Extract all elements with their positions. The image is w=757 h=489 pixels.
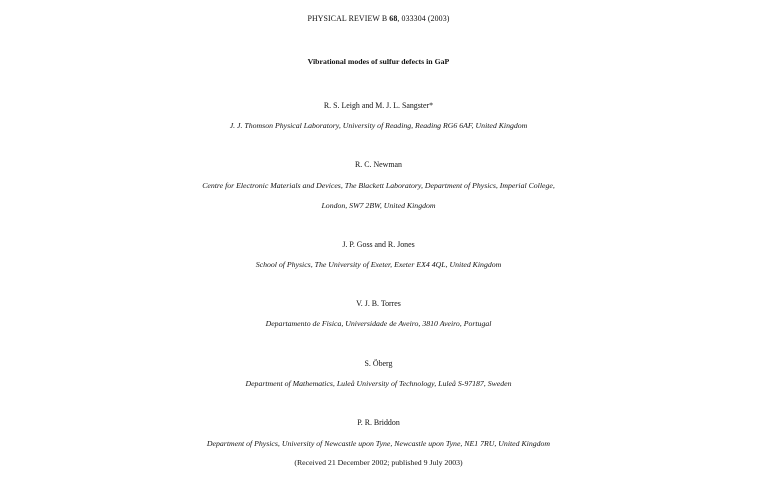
affiliation-5-line-1: Department of Mathematics, Luleå University of Technology, Luleå S-97187, Sweden <box>245 379 512 388</box>
author-names-4: V. J. B. Torres <box>356 299 401 308</box>
author-names-1: R. S. Leigh and M. J. L. Sangster* <box>323 101 434 110</box>
author-names-5: S. Öberg <box>364 359 393 368</box>
journal-name: PHYSICAL REVIEW B <box>307 14 388 23</box>
journal-citation <box>0 14 757 23</box>
affiliation-2-line-1: Centre for Electronic Materials and Devices, The Blackett Laboratory, Department of Physics, Imperial College, <box>202 181 555 190</box>
received-published-dates: (Received 21 December 2002; published 9 July 2003) <box>294 458 463 467</box>
author-names-2: R. C. Newman <box>355 160 402 169</box>
paper-title: Vibrational modes of sulfur defects in GaP <box>307 57 450 66</box>
affiliation-2-line-2: London, SW7 2BW, United Kingdom <box>321 201 436 210</box>
article-reference: , 033304 (2003) <box>397 14 450 23</box>
affiliation-1-line-1: J. J. Thomson Physical Laboratory, University of Reading, Reading RG6 6AF, United Kingdom <box>229 121 528 130</box>
journal-volume: 68 <box>389 14 398 23</box>
author-names-6: P. R. Briddon <box>357 418 400 427</box>
affiliation-4-line-1: Departamento de Fisica, Universidade de Aveiro, 3810 Aveiro, Portugal <box>265 319 492 328</box>
affiliation-6-line-1: Department of Physics, University of Newcastle upon Tyne, Newcastle upon Tyne, NE1 7RU, United Kingdom <box>206 439 551 448</box>
affiliation-3-line-1: School of Physics, The University of Exeter, Exeter EX4 4QL, United Kingdom <box>255 260 502 269</box>
author-names-3: J. P. Goss and R. Jones <box>342 240 415 249</box>
